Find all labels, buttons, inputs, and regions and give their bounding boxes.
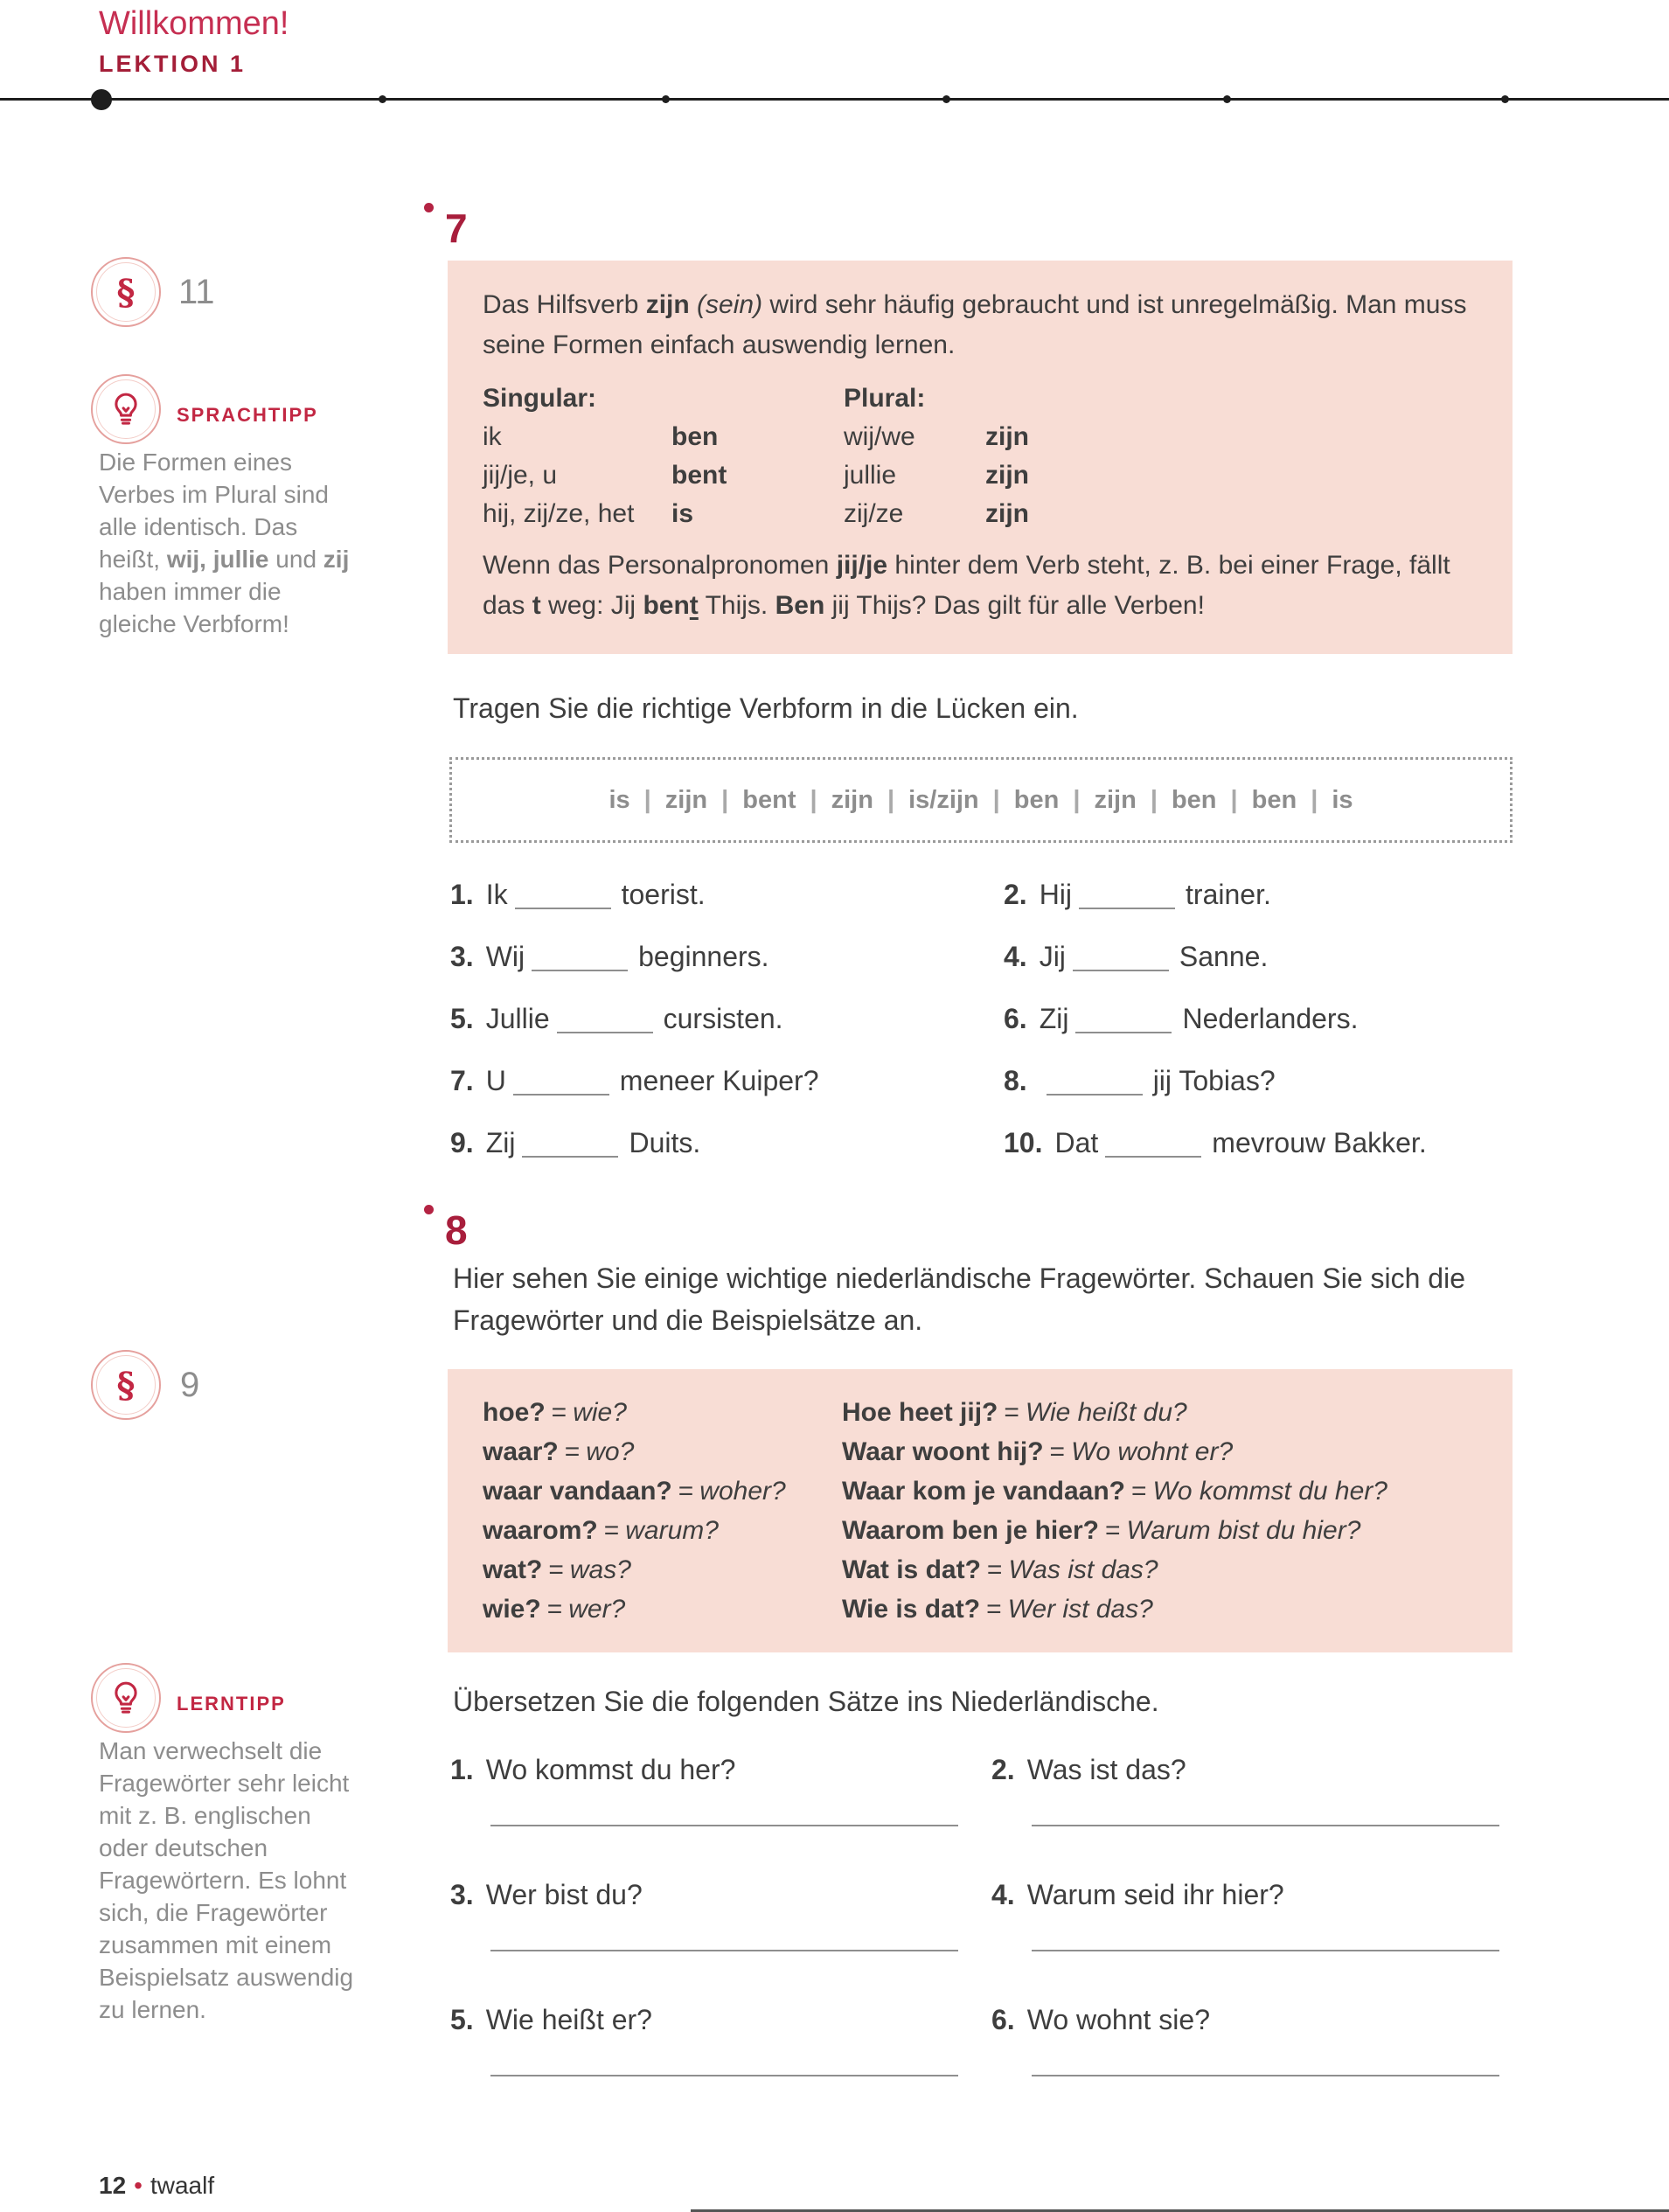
word-bank-item: bent (742, 785, 796, 814)
intro-part-bold: zijn (645, 290, 690, 319)
item-pre-text: Dat (1054, 1127, 1099, 1158)
word-bank-item: is (1332, 785, 1353, 814)
verb-table (483, 379, 1478, 533)
item-number: 9. (450, 1127, 474, 1158)
verb-cell: is (671, 499, 694, 528)
lesson-label: LEKTION 1 (99, 51, 247, 77)
lightbulb-icon (106, 389, 146, 429)
sprachtipp-label: SPRACHTIPP (177, 404, 318, 426)
section-number-11: 11 (178, 273, 215, 311)
lightbulb-icon (106, 1678, 146, 1718)
sprachtipp-text-part: und (268, 546, 323, 573)
question-words-column (483, 1393, 842, 1629)
item-post-text: beginners. (638, 941, 769, 972)
fill-item (1004, 941, 1513, 973)
item-number: 6. (991, 2004, 1015, 2035)
nl-sentence: Waar woont hij? (842, 1437, 1044, 1466)
note-part: hinter dem Verb steht, z. B. bei einer Frage, fällt das (483, 551, 1450, 620)
answer-line (1032, 1950, 1499, 1951)
note-part-underline: t (689, 591, 699, 620)
item-number: 3. (450, 941, 474, 972)
equals-sign: = (603, 1516, 620, 1545)
sprachtipp-text-part: haben immer die gleiche Verbform! (99, 578, 289, 637)
example-row (842, 1432, 1478, 1471)
item-number: 4. (991, 1879, 1015, 1910)
answer-blank (1047, 1071, 1143, 1096)
equals-sign: = (1104, 1516, 1121, 1545)
note-part-bold: t (532, 591, 541, 620)
nl-word: wat? (483, 1555, 543, 1584)
note-part-bold: ben (643, 591, 690, 620)
answer-blank (532, 947, 628, 971)
lerntipp-badge (91, 1663, 161, 1733)
example-row (842, 1393, 1478, 1432)
sprachtipp-badge (91, 374, 161, 444)
answer-blank (1105, 1133, 1201, 1158)
footer-page-word: twaalf (150, 2172, 215, 2199)
word-bank-separator: | (1073, 785, 1081, 814)
word-bank-separator: | (992, 785, 1000, 814)
item-text: Warum seid ihr hier? (1026, 1879, 1284, 1910)
de-word: wer? (568, 1595, 626, 1624)
exercise8-intro: Hier sehen Sie einige wichtige niederländische Fragewörter. Schauen Sie sich die Fragewörter und die Beispielsätze an. (453, 1263, 1465, 1336)
question-text (991, 1754, 1513, 1786)
exercise7-instruction: Tragen Sie die richtige Verbform in die Lücken ein. (453, 692, 1079, 724)
fill-item (1004, 1003, 1513, 1035)
pronoun-cell: ik (483, 422, 502, 451)
item-post-text: Duits. (629, 1127, 701, 1158)
nl-sentence: Waarom ben je hier? (842, 1516, 1099, 1545)
word-bank-item: zijn (831, 785, 873, 814)
answer-blank (513, 1071, 609, 1096)
item-number: 6. (1004, 1003, 1027, 1034)
note-part: jij Thijs? Das gilt für alle Verben! (824, 591, 1205, 620)
item-post-text: trainer. (1186, 879, 1271, 910)
word-bank-separator: | (1311, 785, 1318, 814)
intro-part-italic: (sein) (689, 290, 763, 319)
word-bank-item: ben (1013, 785, 1060, 814)
rule-dot (1501, 95, 1509, 103)
item-pre-text: Jij (1039, 941, 1066, 972)
word-bank-item: ben (1171, 785, 1217, 814)
nl-word: hoe? (483, 1398, 546, 1427)
fill-item (450, 879, 1004, 911)
item-number: 8. (1004, 1065, 1027, 1096)
nl-word: waar? (483, 1437, 559, 1466)
de-sentence: Wer ist das? (1007, 1595, 1153, 1624)
equals-sign: = (564, 1437, 581, 1466)
de-sentence: Wie heißt du? (1025, 1398, 1187, 1427)
infobox-note (483, 546, 1478, 626)
paragraph-icon: § (116, 1364, 136, 1406)
answer-line (1032, 1825, 1499, 1826)
question-word-row (483, 1589, 842, 1629)
item-text: Wie heißt er? (485, 2004, 652, 2035)
nl-sentence: Hoe heet jij? (842, 1398, 998, 1427)
word-bank-item: zijn (664, 785, 708, 814)
pronoun-cell: zij/ze (844, 499, 904, 528)
sprachtipp-text (99, 446, 361, 640)
table-header-singular: Singular: (483, 384, 597, 413)
equals-sign: = (986, 1555, 1003, 1584)
table-header-plural: Plural: (844, 384, 926, 413)
verb-cell: zijn (985, 499, 1029, 528)
equals-sign: = (551, 1398, 567, 1427)
answer-blank (557, 1009, 653, 1033)
footer-page-number: 12 (99, 2172, 127, 2199)
item-number: 3. (450, 1879, 474, 1910)
word-bank-separator: | (721, 785, 729, 814)
item-post-text: Sanne. (1179, 941, 1269, 972)
page-footer (99, 2172, 214, 2200)
answer-blank (1079, 885, 1175, 909)
answer-blank (1075, 1009, 1172, 1033)
de-sentence: Wo wohnt er? (1071, 1437, 1234, 1466)
intro-part: Das Hilfsverb (483, 290, 646, 319)
lerntipp-text: Man verwechselt die Fragewörter sehr leicht mit z. B. englischen oder deutschen Fragewörtern. Es lohnt sich, die Fragewörter zusammen mit einem Beispielsatz auswendig zu lernen. (99, 1737, 354, 2023)
item-post-text: mevrouw Bakker. (1212, 1127, 1427, 1158)
answer-line (1032, 2075, 1499, 2076)
item-number: 10. (1004, 1127, 1043, 1158)
paragraph-icon: § (116, 271, 136, 313)
equals-sign: = (548, 1555, 564, 1584)
answer-line (490, 1825, 958, 1826)
grammar-infobox (448, 261, 1513, 654)
exercise8-instruction: Übersetzen Sie die folgenden Sätze ins Niederländische. (453, 1686, 1159, 1717)
item-pre-text: Wij (485, 941, 525, 972)
equals-sign: = (546, 1595, 563, 1624)
item-number: 1. (450, 1754, 474, 1785)
translation-item (991, 2004, 1513, 2129)
translation-exercise (450, 1754, 1513, 2129)
word-bank-separator: | (810, 785, 817, 814)
rule-dot (1223, 95, 1231, 103)
rule-dot (942, 95, 950, 103)
word-bank-item: is/zijn (908, 785, 979, 814)
item-pre-text: Ik (485, 879, 508, 910)
item-text: Wer bist du? (485, 1879, 643, 1910)
example-row (842, 1550, 1478, 1589)
item-number: 5. (450, 2004, 474, 2035)
de-word: warum? (625, 1516, 719, 1545)
item-number: 2. (991, 1754, 1015, 1785)
infobox-intro (483, 285, 1478, 365)
item-number: 1. (450, 879, 474, 910)
verb-cell: bent (671, 461, 727, 490)
item-pre-text: U (485, 1065, 506, 1096)
equals-sign: = (1131, 1477, 1147, 1506)
de-sentence: Wo kommst du her? (1152, 1477, 1387, 1506)
lerntipp-label: LERNTIPP (177, 1693, 286, 1715)
question-text (450, 2004, 991, 2036)
question-text (991, 1879, 1513, 1911)
pronoun-cell: jullie (844, 461, 897, 490)
nl-word: waarom? (483, 1516, 598, 1545)
example-row (842, 1511, 1478, 1550)
nl-word: waar vandaan? (483, 1477, 672, 1506)
equals-sign: = (986, 1595, 1002, 1624)
nl-sentence: Wat is dat? (842, 1555, 981, 1584)
pronoun-cell: jij/je, u (483, 461, 558, 490)
pronoun-cell: wij/we (844, 422, 915, 451)
de-sentence: Was ist das? (1008, 1555, 1158, 1584)
equals-sign: = (1049, 1437, 1066, 1466)
note-part-bold: Ben (775, 591, 825, 620)
answer-blank (522, 1133, 618, 1158)
section-badge-9 (91, 1350, 161, 1420)
question-text (991, 2004, 1513, 2036)
item-pre-text: Zij (485, 1127, 516, 1158)
sprachtipp-text-part: wij, jullie (166, 546, 269, 573)
word-bank-separator: | (1150, 785, 1158, 814)
book-title: Willkommen! (99, 5, 289, 42)
item-post-text: Nederlanders. (1182, 1003, 1359, 1034)
nl-sentence: Waar kom je vandaan? (842, 1477, 1125, 1506)
word-bank-item: zijn (1094, 785, 1137, 814)
de-word: wie? (573, 1398, 627, 1427)
question-words-box (448, 1369, 1513, 1652)
fill-item (1004, 1127, 1513, 1159)
exercise-7-number: 7 (445, 205, 468, 251)
item-number: 5. (450, 1003, 474, 1034)
rule-dot (662, 95, 670, 103)
item-pre-text: Zij (1039, 1003, 1069, 1034)
answer-blank (515, 885, 611, 909)
word-bank-item: is (608, 785, 630, 814)
sprachtipp-text-part: Die Formen eines Verbes im Plural sind alle identisch. Das heißt, (99, 449, 330, 573)
note-part: Wenn das Personalpronomen (483, 551, 837, 580)
example-sentences-column (842, 1393, 1478, 1629)
question-word-row (483, 1432, 842, 1471)
fill-in-exercise (450, 864, 1513, 1174)
question-word-row (483, 1550, 842, 1589)
fill-item (1004, 879, 1513, 911)
rule-big-dot (91, 89, 112, 110)
question-text (450, 1754, 991, 1786)
equals-sign: = (678, 1477, 694, 1506)
exercise-7-dot (424, 203, 434, 212)
item-post-text: jij Tobias? (1152, 1065, 1276, 1096)
nl-sentence: Wie is dat? (842, 1595, 981, 1624)
word-bank-separator: | (887, 785, 895, 814)
verb-cell: zijn (985, 461, 1029, 490)
pronoun-cell: hij, zij/ze, het (483, 499, 635, 528)
item-number: 2. (1004, 879, 1027, 910)
exercise-8-dot (424, 1205, 434, 1214)
item-text: Was ist das? (1026, 1754, 1186, 1785)
verb-cell: zijn (985, 422, 1029, 451)
question-word-row (483, 1471, 842, 1511)
word-bank-item: ben (1251, 785, 1297, 814)
example-row (842, 1589, 1478, 1629)
de-word: woher? (699, 1477, 786, 1506)
example-row (842, 1471, 1478, 1511)
word-bank-separator: | (643, 785, 651, 814)
answer-line (490, 1950, 958, 1951)
translation-item (450, 1754, 991, 1879)
fill-item (450, 1127, 1004, 1159)
de-word: was? (569, 1555, 631, 1584)
item-number: 7. (450, 1065, 474, 1096)
footer-bullet: • (134, 2172, 143, 2199)
verb-cell: ben (671, 422, 719, 451)
question-word-row (483, 1393, 842, 1432)
item-post-text: meneer Kuiper? (619, 1065, 819, 1096)
rule-dot (379, 95, 386, 103)
item-post-text: cursisten. (663, 1003, 783, 1034)
note-part: Thijs. (698, 591, 775, 620)
word-bank-separator: | (1230, 785, 1238, 814)
equals-sign: = (1004, 1398, 1019, 1427)
translation-item (450, 2004, 991, 2129)
section-badge-11 (91, 257, 161, 327)
translation-item (450, 1879, 991, 2004)
item-pre-text: Hij (1039, 879, 1073, 910)
fill-item (1004, 1065, 1513, 1097)
fill-item (450, 1003, 1004, 1035)
section-number-9: 9 (180, 1366, 200, 1404)
note-part-bold: jij/je (836, 551, 888, 580)
exercise-8-number: 8 (445, 1207, 468, 1253)
question-word-row (483, 1511, 842, 1550)
word-bank-box (449, 757, 1513, 843)
top-rule (0, 98, 1669, 101)
nl-word: wie? (483, 1595, 541, 1624)
sprachtipp-text-part: zij (323, 546, 350, 573)
item-post-text: toerist. (621, 879, 706, 910)
answer-blank (1073, 947, 1169, 971)
answer-line (490, 2075, 958, 2076)
intro-part: wird sehr häufig gebraucht und ist unregelmäßig. Man muss seine Formen einfach auswendig lernen. (483, 290, 1467, 359)
item-number: 4. (1004, 941, 1027, 972)
item-text: Wo wohnt sie? (1026, 2004, 1210, 2035)
translation-item (991, 1754, 1513, 1879)
word-bank (608, 786, 1353, 815)
de-sentence: Warum bist du hier? (1126, 1516, 1361, 1545)
item-text: Wo kommst du her? (485, 1754, 736, 1785)
question-text (450, 1879, 991, 1911)
translation-item (991, 1879, 1513, 2004)
item-pre-text: Jullie (485, 1003, 550, 1034)
note-part: weg: Jij (540, 591, 643, 620)
fill-item (450, 1065, 1004, 1097)
fill-item (450, 941, 1004, 973)
de-word: wo? (586, 1437, 635, 1466)
